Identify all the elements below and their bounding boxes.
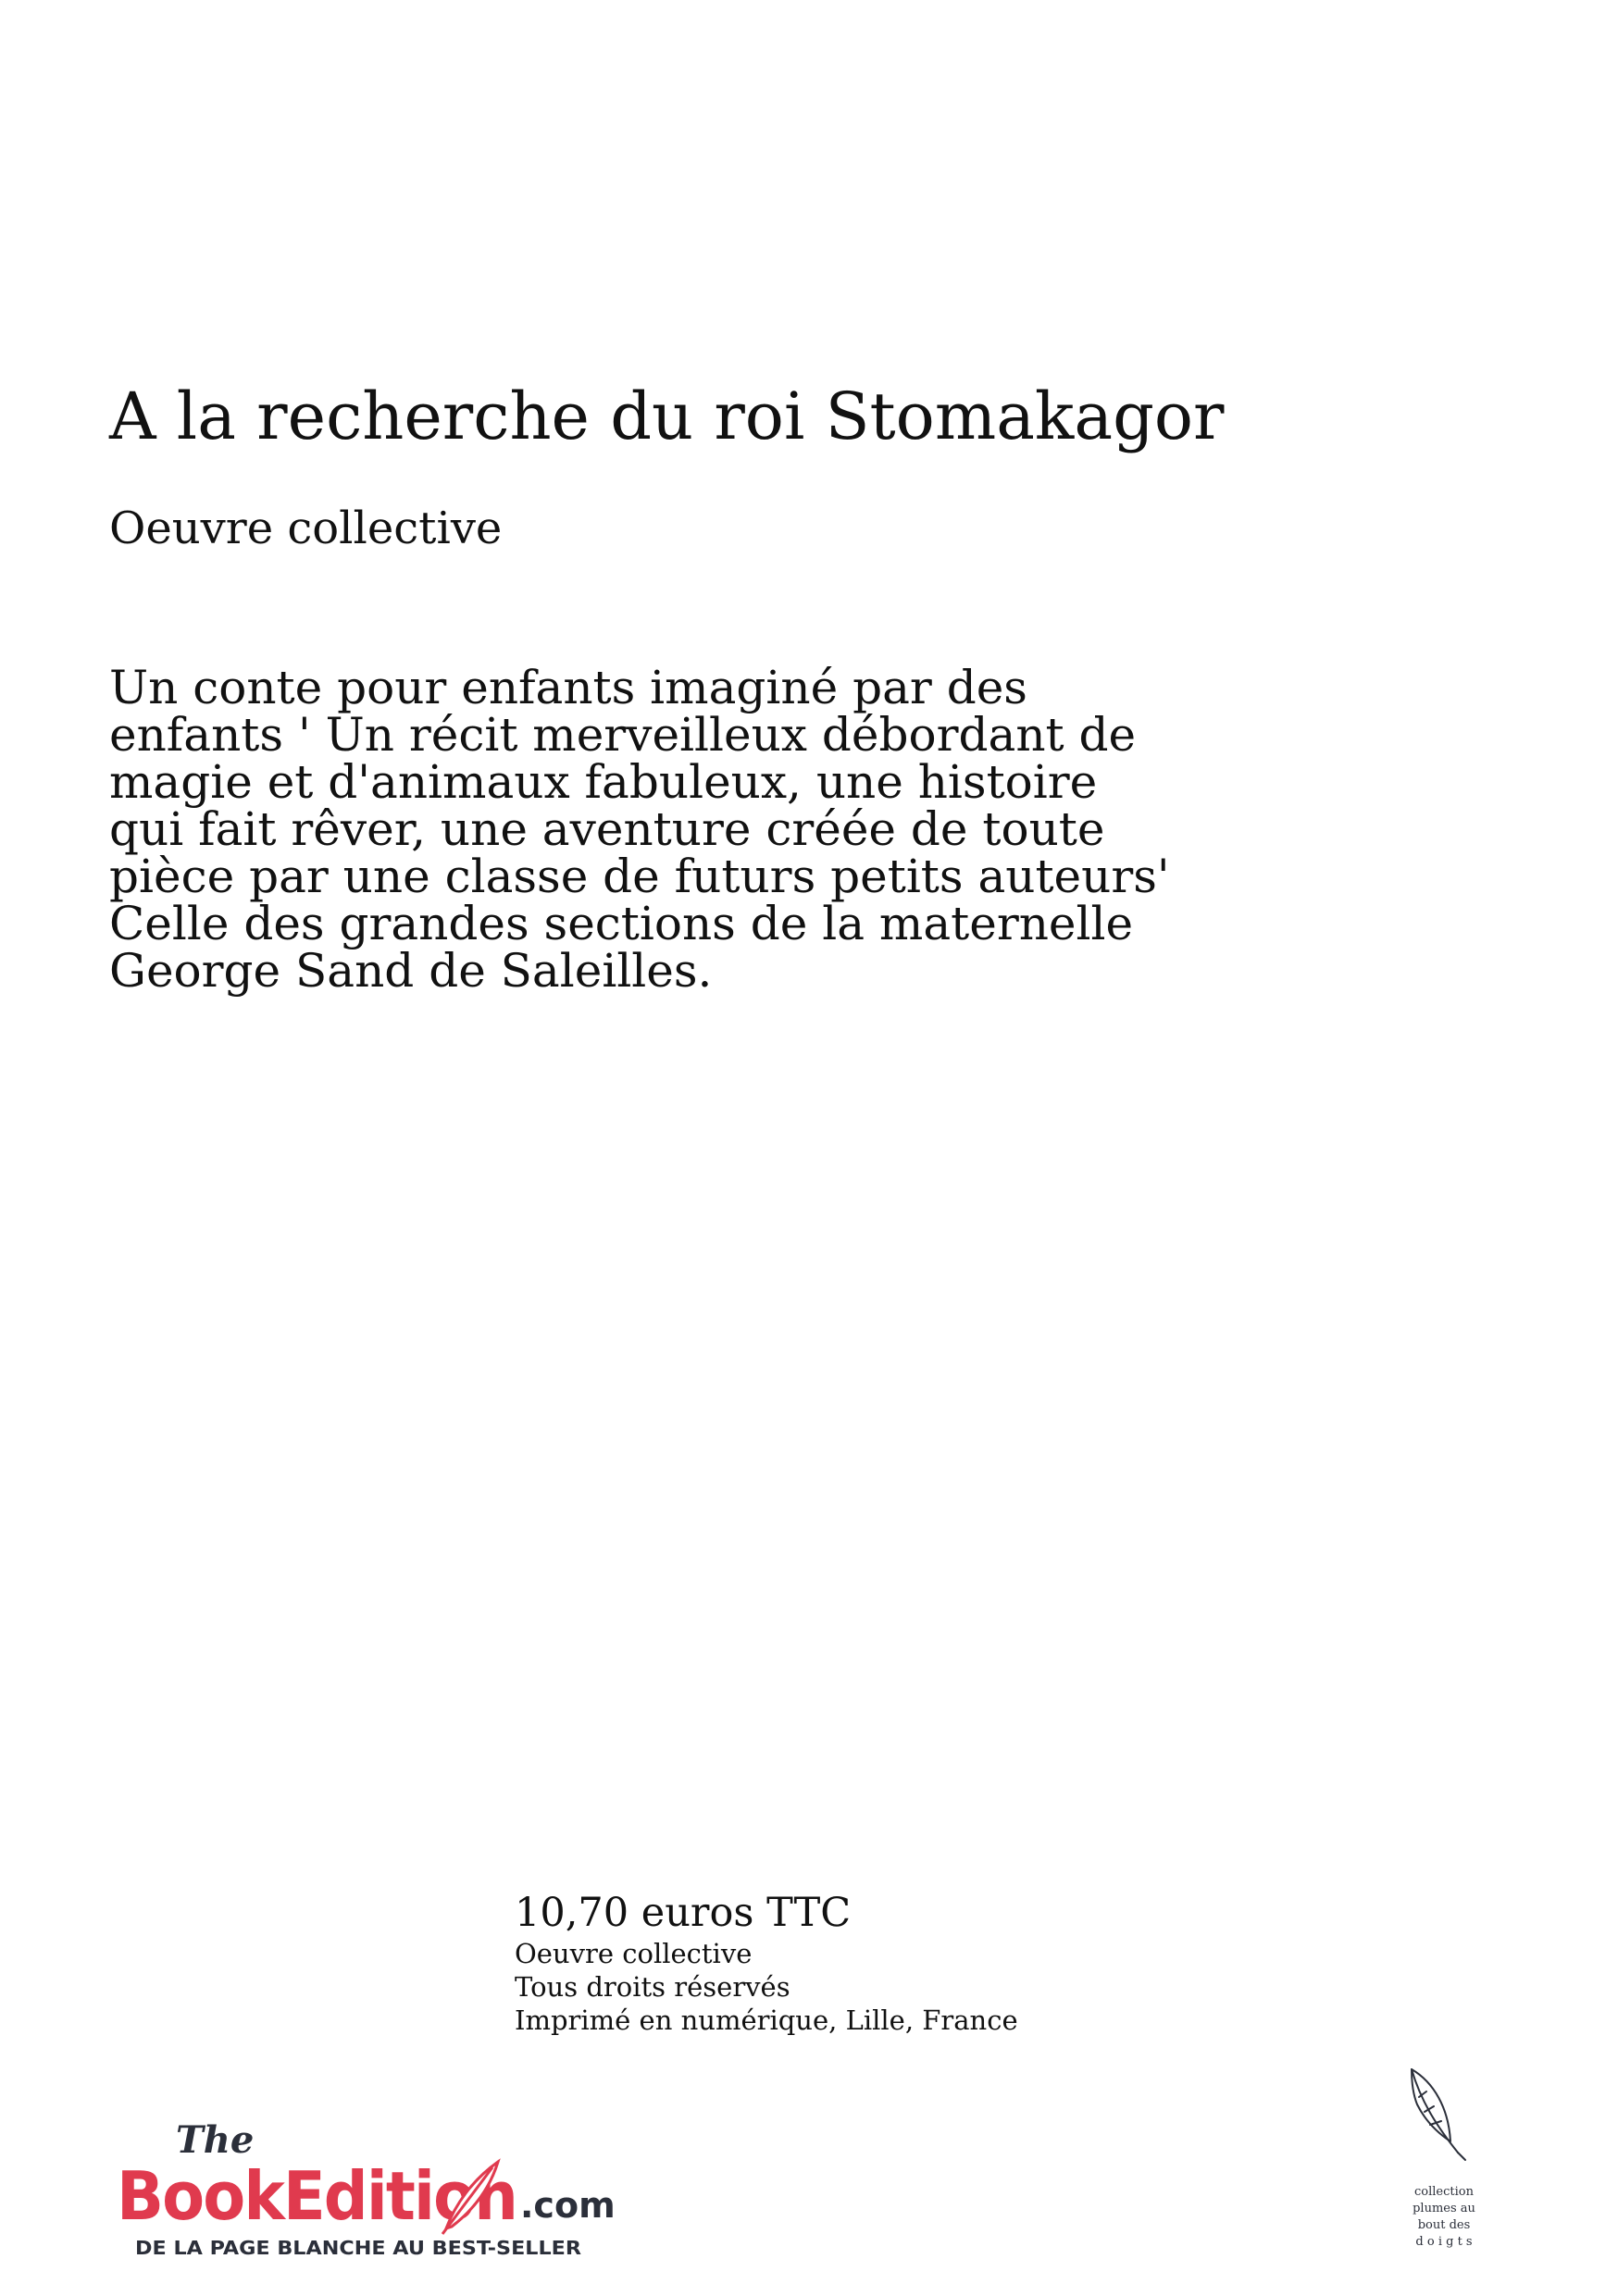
logo-tagline: DE LA PAGE BLANCHE AU BEST-SELLER xyxy=(135,2237,581,2259)
collection-text-line: bout des xyxy=(1417,2218,1471,2232)
publisher-logo xyxy=(117,2119,672,2267)
blurb-line: qui fait rêver, une aventure créée de toute xyxy=(109,802,1105,856)
blurb-line: enfants ' Un récit merveilleux débordant de xyxy=(109,708,1137,762)
price: 10,70 euros TTC xyxy=(515,1890,852,1936)
blurb-line: Celle des grandes sections de la maternelle xyxy=(109,897,1134,950)
book-subtitle: Oeuvre collective xyxy=(109,503,503,554)
collection-text-line: d o i g t s xyxy=(1415,2235,1473,2249)
blurb-line: pièce par une classe de futurs petits auteurs' xyxy=(109,850,1170,903)
feather-icon xyxy=(1412,2069,1465,2160)
imprint-author: Oeuvre collective xyxy=(515,1938,753,1969)
imprint-printed: Imprimé en numérique, Lille, France xyxy=(515,2004,1018,2036)
book-title: A la recherche du roi Stomakagor xyxy=(109,379,1225,454)
book-blurb xyxy=(109,661,1220,998)
imprint-block xyxy=(515,1889,1018,2037)
logo-the: The xyxy=(176,2119,255,2162)
logo-dotcom: .com xyxy=(520,2185,616,2226)
blurb-line: magie et d'animaux fabuleux, une histoire xyxy=(109,755,1098,809)
logo-book-edition: BookEditi xyxy=(117,2157,458,2235)
imprint-rights: Tous droits réservés xyxy=(515,1971,790,2003)
blurb-line: Un conte pour enfants imaginé par des xyxy=(109,661,1027,714)
blurb-line: George Sand de Saleilles. xyxy=(109,944,713,998)
collection-text-line: plumes au xyxy=(1413,2202,1475,2215)
collection-logo xyxy=(1393,2064,1495,2267)
collection-text-line: collection xyxy=(1414,2185,1474,2199)
